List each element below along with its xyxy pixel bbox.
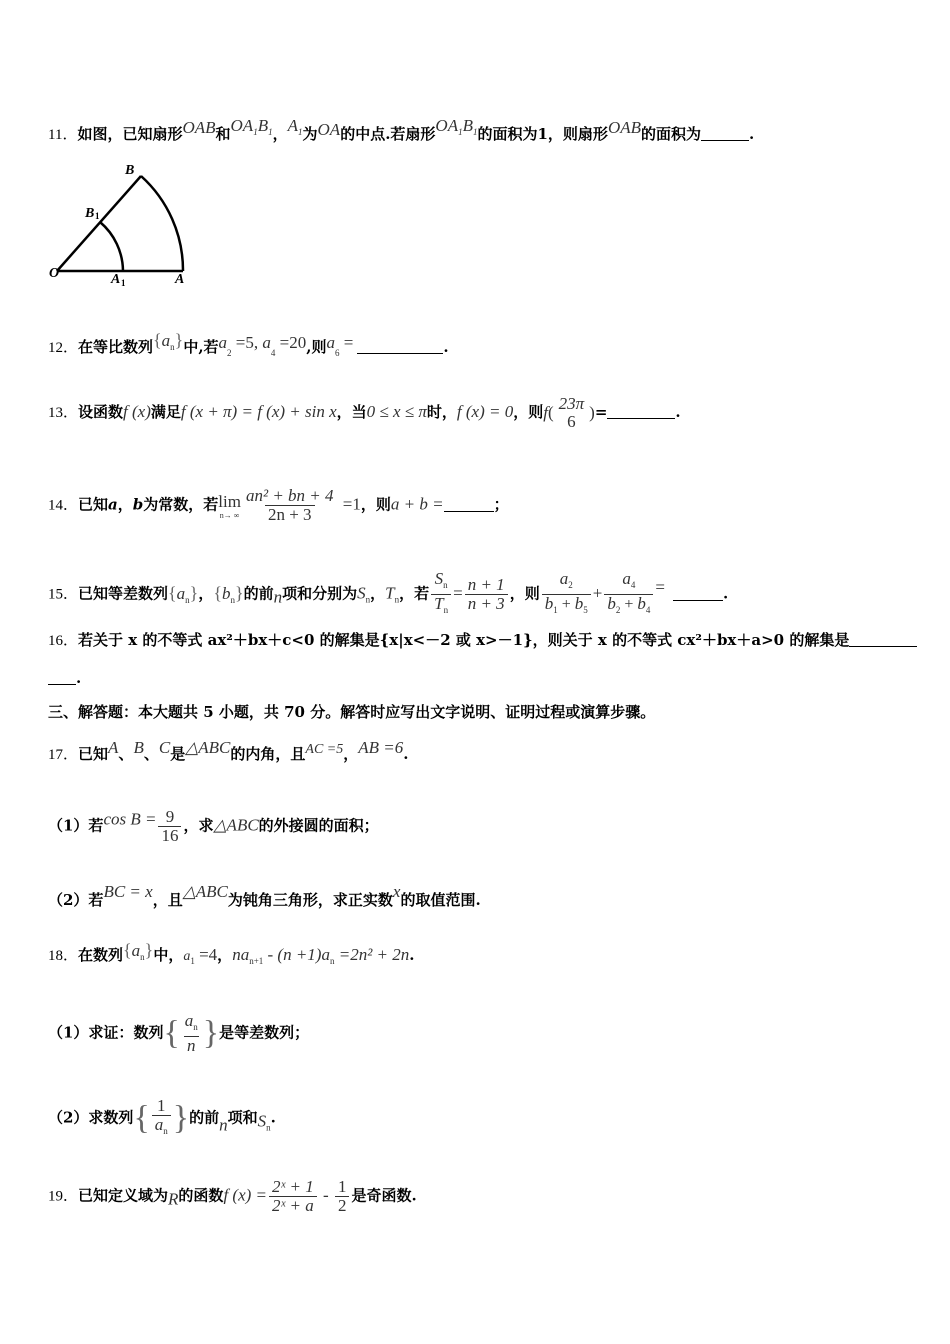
q14-text3: ，则 bbox=[360, 495, 391, 514]
q19-minus: - bbox=[318, 1185, 333, 1205]
q13-fx: f (x) bbox=[123, 402, 151, 421]
q17-sep2: 、 bbox=[143, 745, 159, 763]
q11-sub: 1 bbox=[298, 127, 303, 137]
q18-frac2-num: 1 bbox=[157, 1096, 166, 1115]
q11-text4: 为 bbox=[302, 125, 318, 143]
q17-cos-den: 16 bbox=[158, 826, 181, 845]
q15-text5: ，则 bbox=[509, 584, 540, 603]
q12-sub4: 4 bbox=[270, 348, 276, 358]
question-14 bbox=[48, 487, 509, 524]
label-a: A bbox=[175, 272, 185, 287]
q11-text5: 的中点.若扇形 bbox=[340, 125, 436, 143]
q18-p1-text2: 是等差数列； bbox=[219, 1023, 310, 1042]
question-18: 18．在数列$\{a_n\}$中，$a_1 =4$，$na_{n+1} - (n +1)a_n =2n^2 + 2n$. bbox=[48, 940, 415, 966]
q11-oa1b1-a2: OA bbox=[435, 116, 459, 135]
section-3-heading: 三、解答题：本大题共 5 小题，共 70 分。解答时应写出文字说明、证明过程或演算步骤。 bbox=[48, 703, 656, 721]
q11-oa1b1-b2: B bbox=[462, 116, 473, 135]
q15-f3-num-sub: 2 bbox=[568, 580, 573, 590]
q18-frac2-den: a bbox=[154, 1115, 164, 1134]
q12-an: a bbox=[161, 331, 171, 350]
q13-text6: = bbox=[594, 403, 608, 421]
q15-text4: ，若 bbox=[399, 584, 430, 603]
q17-comma: ， bbox=[343, 745, 359, 763]
q11-number: 11． bbox=[48, 127, 78, 143]
q15-f2-den: n + 3 bbox=[465, 594, 508, 613]
q15-f4-num-sub: 4 bbox=[630, 580, 636, 590]
q14-lim: lim bbox=[218, 491, 241, 511]
q19-text3: 是奇函数. bbox=[351, 1186, 417, 1205]
q17-p1-label: （1）若 bbox=[48, 816, 104, 835]
q18-rec3: =2n² + 2n bbox=[334, 945, 410, 964]
q15-f1-num-sub: n bbox=[443, 580, 448, 590]
q18-an: a bbox=[131, 941, 141, 960]
q18-text1: 在数列 bbox=[78, 946, 124, 964]
q19-half-den: 2 bbox=[335, 1196, 350, 1215]
q15-text3: 项和分别为 bbox=[282, 584, 358, 603]
q15-sn: S bbox=[357, 583, 366, 603]
question-17-part1 bbox=[48, 808, 379, 845]
q11-text6: 的面积为1，则扇形 bbox=[477, 125, 608, 143]
q18-p2-text2: 的前 bbox=[189, 1108, 220, 1127]
q18-rec1: na bbox=[232, 945, 250, 964]
q14-text1: 已知 bbox=[78, 495, 109, 514]
q12-a6: a bbox=[326, 333, 335, 352]
q13-text3: ，当 bbox=[336, 403, 367, 421]
q15-f4-num: a bbox=[622, 569, 631, 588]
q18-comma: ， bbox=[217, 946, 233, 964]
q13-f: f bbox=[543, 403, 548, 422]
q17-b: B bbox=[133, 738, 144, 757]
label-a1: A bbox=[111, 272, 121, 287]
q11-oab: OAB bbox=[182, 118, 216, 137]
q19-number: 19． bbox=[48, 1188, 79, 1205]
q12-a2: a bbox=[218, 333, 228, 352]
q18-p2-label: （2）求数列 bbox=[48, 1108, 134, 1127]
q15-f4-den2-sub: 4 bbox=[645, 605, 651, 615]
q13-range: 0 ≤ x ≤ π bbox=[366, 402, 427, 421]
q15-tn-sub: n bbox=[394, 594, 400, 605]
q18-p2-end: . bbox=[270, 1108, 276, 1127]
q12-sub6: 6 bbox=[334, 348, 340, 358]
q12-a4: a bbox=[262, 333, 271, 352]
q15-text1: 已知等差数列 bbox=[78, 584, 169, 603]
q17-ab: AB =6 bbox=[358, 738, 404, 757]
q12-eq1: =5, bbox=[231, 333, 263, 352]
q18-number: 18． bbox=[48, 948, 79, 964]
q11-sub: 1 bbox=[472, 127, 478, 137]
q11-sub: 1 bbox=[268, 127, 273, 137]
q12-sub2: 2 bbox=[227, 348, 232, 358]
q14-comma: ， bbox=[117, 495, 133, 514]
q17-p2-text2: ，且 bbox=[152, 891, 183, 909]
q16-number: 16． bbox=[48, 633, 79, 649]
q13-fx0: f (x) = 0 bbox=[456, 402, 514, 421]
q15-f3-den1-sub: 1 bbox=[553, 605, 558, 615]
question-16 bbox=[48, 630, 917, 651]
q12-eq2: =20 bbox=[275, 333, 307, 352]
q11-oa1b1-b: B bbox=[257, 116, 269, 135]
q17-p1-text2: ，求 bbox=[183, 816, 214, 835]
q11-oa: OA bbox=[317, 120, 341, 139]
q11-text: 如图，已知扇形 bbox=[77, 125, 183, 143]
question-17 bbox=[48, 738, 409, 765]
q15-sep2: ， bbox=[370, 584, 386, 603]
q17-triangle2: △ABC bbox=[213, 815, 259, 835]
q12-eq3: = bbox=[339, 333, 354, 352]
q15-f4-den2: b bbox=[637, 594, 646, 613]
q16-text: 若关于 x 的不等式 ax²＋bx＋c<0 的解集是{x|x<－2 或 x>－1}，则关于 x 的不等式 cx²＋bx＋a>0 的解集是 bbox=[78, 631, 850, 649]
q18-frac2-den-sub: n bbox=[163, 1126, 168, 1136]
q17-text1: 已知 bbox=[78, 745, 109, 763]
q15-f4-den1: b bbox=[607, 594, 616, 613]
q18-p2-text3: 项和 bbox=[227, 1108, 258, 1127]
q15-sn-sub: n bbox=[365, 594, 371, 605]
q13-text2: 满足 bbox=[150, 403, 181, 421]
q14-ab: a + b = bbox=[390, 494, 444, 514]
q15-number: 15． bbox=[48, 586, 79, 603]
q19-text1: 已知定义域为 bbox=[78, 1186, 169, 1205]
q19-r: R bbox=[168, 1189, 179, 1209]
question-17-part2 bbox=[48, 882, 481, 910]
q15-f1-den-sub: n bbox=[443, 605, 449, 615]
q15-f1-num: S bbox=[434, 569, 444, 588]
q12-number: 12． bbox=[48, 340, 79, 356]
q12-text1: 在等比数列 bbox=[78, 338, 154, 356]
q17-number: 17． bbox=[48, 747, 79, 763]
q18-end: . bbox=[409, 946, 415, 964]
question-13: 13．设函数f (x)满足f (x + π) = f (x) + sin x，当0 ≤ x ≤ π时，f (x) = 0，则f( 23π 6 )= . bbox=[48, 394, 681, 431]
q17-text3: 的内角，且 bbox=[230, 745, 306, 763]
sector-arc-a1b1 bbox=[100, 222, 123, 271]
question-12: 12．在等比数列$\{a_n\}$中,若$a_2 =5$, $a_4 =20$,则$a_6$ = . bbox=[48, 330, 449, 358]
label-o: O bbox=[49, 266, 60, 281]
q13-answer-blank[interactable] bbox=[607, 404, 675, 419]
q15-an: a bbox=[176, 583, 186, 603]
q15-n: n bbox=[185, 594, 190, 605]
q13-condition: f (x + π) = f (x) + sin x bbox=[180, 402, 337, 421]
sector-figure bbox=[45, 155, 205, 290]
q14-end: ； bbox=[493, 495, 509, 514]
q18-recsub: n+1 bbox=[249, 956, 264, 966]
q16-end: . bbox=[76, 669, 82, 687]
q11-sub: 1 bbox=[458, 127, 463, 137]
label-b1: B bbox=[85, 206, 95, 221]
q15-f2-num: n + 1 bbox=[467, 575, 505, 594]
q12-text2: 中,若 bbox=[183, 338, 219, 356]
q19-frac-den: 2ˣ + a bbox=[269, 1196, 317, 1215]
q17-x: x bbox=[392, 882, 401, 901]
q18-eq1: =4 bbox=[194, 945, 218, 964]
label-b: B bbox=[125, 163, 135, 178]
q15-nn: n bbox=[273, 587, 283, 607]
q11-end: . bbox=[749, 125, 755, 143]
q17-end: . bbox=[403, 745, 409, 763]
q19-fx: f (x) = bbox=[223, 1185, 267, 1205]
q15-eq: = bbox=[453, 583, 463, 603]
q15-tn: T bbox=[385, 583, 395, 603]
q15-plus: + bbox=[592, 583, 603, 603]
q11-oa1b1-a: OA bbox=[230, 116, 254, 135]
q19-half-num: 1 bbox=[337, 1177, 347, 1196]
q17-cos-num: 9 bbox=[165, 807, 175, 826]
q16-answer-blank-cont[interactable] bbox=[48, 670, 76, 685]
q15-n2: n bbox=[230, 594, 235, 605]
q13-end: . bbox=[675, 403, 681, 421]
q18-frac-num-sub: n bbox=[193, 1022, 198, 1032]
q19-text2: 的函数 bbox=[178, 1186, 224, 1205]
q14-denominator: 2n + 3 bbox=[265, 505, 315, 524]
question-18-part1: （1）求证：数列{ $\frac{a_n}{n}$ }是等差数列； bbox=[48, 1011, 310, 1055]
q17-text2: 是 bbox=[170, 745, 186, 763]
q13-numerator: 23π bbox=[558, 394, 585, 413]
q18-a1: a bbox=[183, 949, 191, 964]
q18-s-sub: n bbox=[266, 1122, 271, 1133]
q18-text2: 中， bbox=[153, 946, 184, 964]
q15-answer-blank[interactable] bbox=[673, 586, 723, 601]
q15-end: . bbox=[722, 584, 729, 603]
q15-eq2: = bbox=[655, 577, 665, 597]
q15-bn: b bbox=[221, 583, 231, 603]
q17-p2-label: （2）若 bbox=[48, 891, 104, 909]
q14-lim-sub: n→ ∞ bbox=[219, 510, 240, 520]
q15-f1-den: T bbox=[434, 594, 444, 613]
q17-p2-text3: 为钝角三角形，求正实数 bbox=[227, 891, 393, 909]
q13-denominator: 6 bbox=[567, 412, 576, 431]
q19-frac-num: 2ˣ + 1 bbox=[272, 1177, 314, 1196]
question-18-part2: （2）求数列{ $\frac{1}{a_n}$ }的前n项和$S_n$. bbox=[48, 1097, 276, 1140]
q15-f3-num: a bbox=[559, 569, 569, 588]
q17-bcx: BC = x bbox=[103, 882, 153, 901]
q17-triangle3: △ABC bbox=[182, 882, 228, 901]
q17-triangle: △ABC bbox=[185, 738, 231, 757]
q14-number: 14． bbox=[48, 497, 79, 514]
q17-p2-text4: 的取值范围. bbox=[400, 891, 481, 909]
q18-rec2-sub: n bbox=[329, 956, 335, 966]
q13-text4: 时， bbox=[426, 403, 457, 421]
q18-n: n bbox=[140, 952, 145, 962]
q18-frac-den: n bbox=[184, 1036, 199, 1055]
q18-s: S bbox=[257, 1111, 267, 1131]
sector-line-ob bbox=[57, 176, 141, 271]
label-b1-sub: 1 bbox=[95, 211, 100, 221]
q12-answer-blank[interactable] bbox=[357, 339, 443, 354]
q11-text3: ， bbox=[272, 125, 288, 143]
question-19 bbox=[48, 1178, 417, 1215]
sector-arc-ab bbox=[141, 176, 183, 271]
q14-answer-blank[interactable] bbox=[444, 497, 494, 512]
q18-rec2: - (n +1)a bbox=[263, 945, 330, 964]
q13-number: 13． bbox=[48, 405, 79, 421]
q15-f3-den1: b bbox=[544, 594, 554, 613]
q17-c: C bbox=[158, 738, 171, 757]
q15-sep: ， bbox=[198, 584, 214, 603]
q18-sub1: 1 bbox=[190, 956, 195, 966]
question-15: 15．已知等差数列$\{a_n\}$，$\{b_n\}$的前n项和分别为$S_n$，$T_n$，若 $\frac{S_n}{T_n}$ = $\frac{n + 1}{n + 3}$ ，则 $\frac{a_2}{b_1 + b_5}$ + $\frac{a_4}{b_2 + b_4}$ = . bbox=[48, 570, 728, 619]
q18-frac-num: a bbox=[184, 1011, 194, 1030]
q12-text3: ,则 bbox=[306, 338, 327, 356]
q15-f3-den2-sub: 5 bbox=[583, 605, 588, 615]
q17-ac: AC =5 bbox=[305, 742, 344, 757]
q15-text2: 的前 bbox=[243, 584, 274, 603]
q15-f4-den1-sub: 2 bbox=[615, 605, 621, 615]
q11-sub: 1 bbox=[253, 127, 258, 137]
q11-a1: A bbox=[287, 116, 298, 135]
question-11 bbox=[48, 116, 754, 145]
q14-text2: 为常数，若 bbox=[143, 495, 219, 514]
q11-text7: 的面积为 bbox=[640, 125, 701, 143]
q14-numerator: an² + bn + 4 bbox=[245, 486, 334, 505]
q12-n: n bbox=[170, 342, 175, 352]
label-a1-sub: 1 bbox=[121, 278, 126, 288]
question-16-cont bbox=[48, 668, 81, 688]
q17-p1-text3: 的外接圆的面积； bbox=[258, 816, 379, 835]
q18-p1-label: （1）求证：数列 bbox=[48, 1023, 164, 1042]
q12-end: . bbox=[443, 338, 449, 356]
q17-sep: 、 bbox=[118, 745, 134, 763]
q11-answer-blank[interactable] bbox=[701, 126, 749, 141]
q11-oab2: OAB bbox=[607, 118, 641, 137]
q16-answer-blank[interactable] bbox=[849, 632, 917, 647]
q15-f3-den2: b bbox=[574, 594, 584, 613]
q11-text2: 和 bbox=[215, 125, 231, 143]
q14-eq: =1 bbox=[338, 494, 361, 514]
q14-a: a bbox=[108, 495, 118, 514]
q13-text5: ，则 bbox=[513, 403, 544, 421]
q17-a: A bbox=[108, 738, 119, 757]
q14-b: b bbox=[132, 495, 144, 514]
q13-text1: 设函数 bbox=[78, 403, 124, 421]
q17-cosb: cos B = bbox=[103, 809, 157, 829]
q18-p2-n: n bbox=[219, 1115, 228, 1135]
